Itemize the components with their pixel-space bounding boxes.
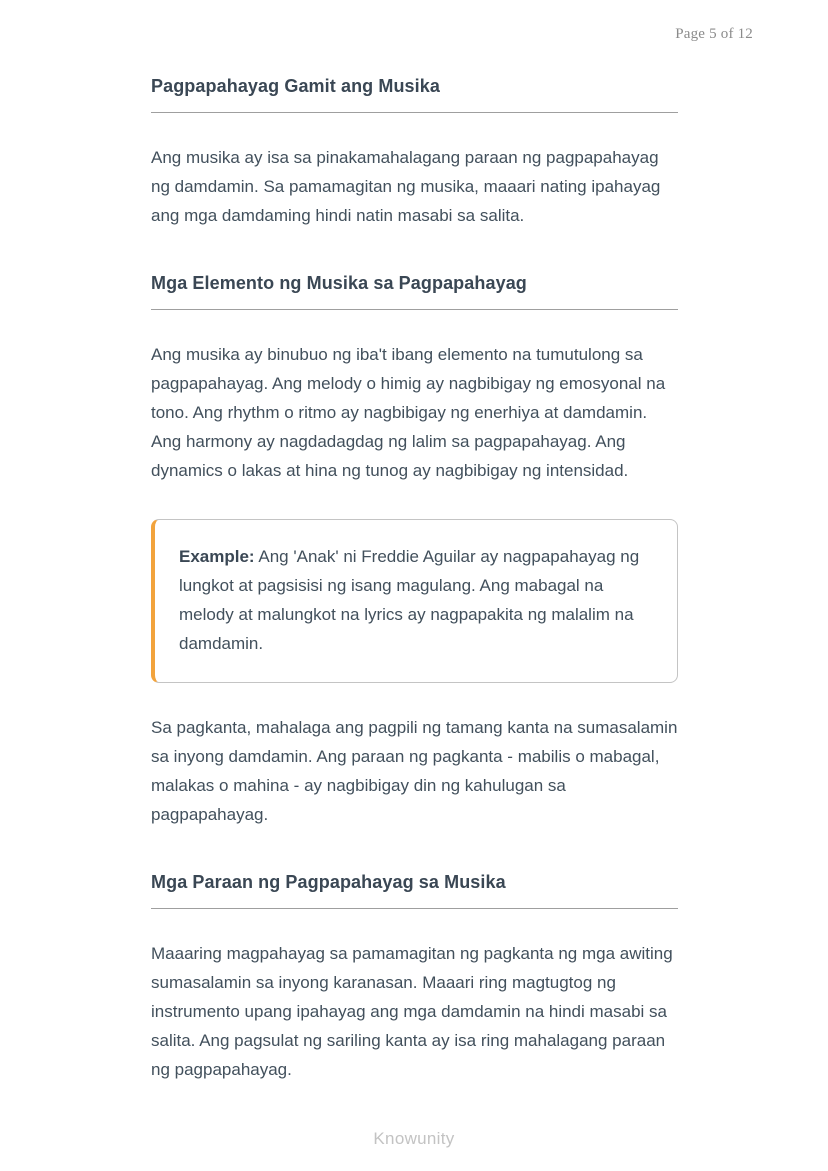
paragraph: Ang musika ay binubuo ng iba't ibang elemento na tumutulong sa pagpapahayag. Ang melody o himig ay nagbibigay ng emosyonal na tono. Ang rhythm o ritmo ay nagbibigay ng enerhiya at damdamin. Ang harmony ay nagdadagdag ng lalim sa pagpapahayag. Ang dynamics o lakas at hina ng tunog ay nagbibigay ng intensidad. [151, 345, 666, 480]
footer-brand: Knowunity [373, 1129, 455, 1148]
section-heading-mga-paraan-ng-pagpapahayag: Mga Paraan ng Pagpapahayag sa Musika [151, 872, 678, 909]
page-indicator: Page 5 of 12 [675, 26, 753, 42]
example-label: Example: [179, 547, 255, 566]
example-callout-box [151, 519, 678, 683]
paragraph: Maaaring magpahayag sa pamamagitan ng pagkanta ng mga awiting sumasalamin sa inyong karanasan. Maaari ring magtugtog ng instrumento upang ipahayag ang mga damdamin na hindi masabi sa salita. Ang pagsulat ng sariling kanta ay isa ring mahalagang paraan ng pagpapahayag. [151, 944, 673, 1079]
example-text: Ang 'Anak' ni Freddie Aguilar ay nagpapahayag ng lungkot at pagsisisi ng isang magulang. Ang mabagal na melody at malungkot na lyrics ay nagpapakita ng malalim na damdamin. [179, 547, 640, 653]
document-content [151, 0, 678, 1084]
section-heading-mga-elemento-ng-musika: Mga Elemento ng Musika sa Pagpapahayag [151, 273, 678, 310]
paragraph: Ang musika ay isa sa pinakamahalagang paraan ng pagpapahayag ng damdamin. Sa pamamagitan ng musika, maaari nating ipahayag ang mga damdaming hindi natin masabi sa salita. [151, 148, 661, 225]
paragraph: Sa pagkanta, mahalaga ang pagpili ng tamang kanta na sumasalamin sa inyong damdamin. Ang paraan ng pagkanta - mabilis o mabagal, malakas o mahina - ay nagbibigay din ng kahulugan sa pagpapahayag. [151, 718, 678, 824]
section-heading-pagpapahayag-gamit-ang-musika: Pagpapahayag Gamit ang Musika [151, 76, 678, 113]
